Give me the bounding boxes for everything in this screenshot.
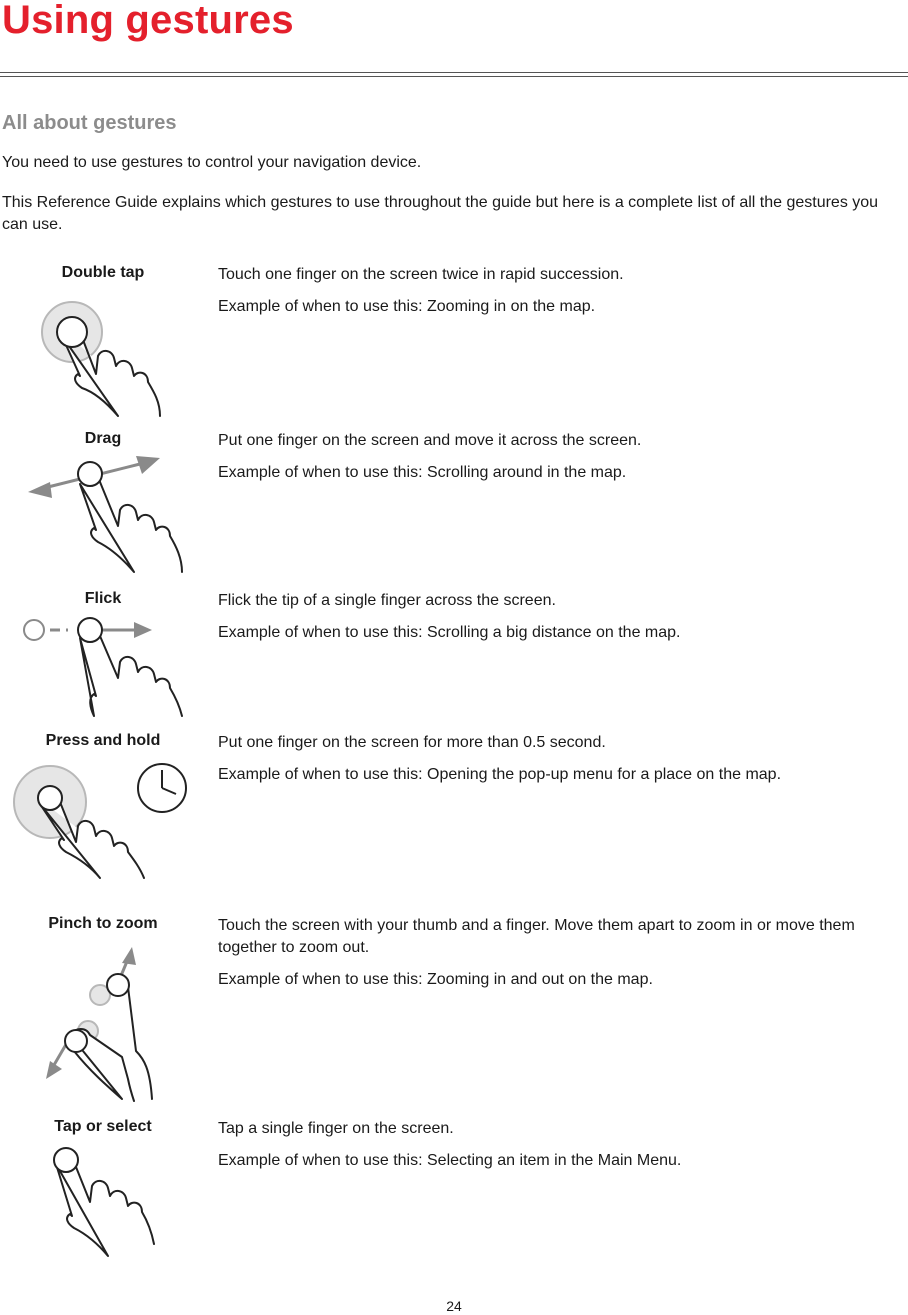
gesture-description	[218, 1118, 878, 1182]
double-tap-icon	[10, 292, 190, 417]
gesture-example-text: Example of when to use this: Scrolling around in the map.	[218, 464, 627, 481]
gesture-name: Flick	[84, 590, 122, 607]
gesture-description	[218, 915, 878, 1001]
gesture-name: Pinch to zoom	[48, 915, 158, 932]
gesture-example-text: Example of when to use this: Zooming in on the map.	[218, 298, 596, 315]
gesture-action-text: Touch the screen with your thumb and a finger. Move them apart to zoom in or move them together to zoom out.	[218, 917, 855, 956]
gesture-name: Double tap	[61, 264, 145, 281]
page-title: Using gestures	[2, 0, 294, 42]
title-divider-secondary	[0, 76, 908, 77]
pinch-to-zoom-icon	[10, 939, 200, 1104]
gesture-action-text: Tap a single finger on the screen.	[218, 1120, 454, 1137]
gesture-name: Tap or select	[54, 1118, 152, 1135]
tap-icon	[10, 1140, 190, 1260]
gesture-description	[218, 590, 878, 654]
gesture-description	[218, 732, 878, 796]
intro-paragraph: You need to use gestures to control your navigation device.	[2, 154, 422, 171]
gesture-action-text: Touch one finger on the screen twice in rapid succession.	[218, 266, 624, 283]
gesture-description	[218, 264, 878, 328]
section-title: All about gestures	[2, 112, 177, 134]
gesture-action-text: Put one finger on the screen for more than 0.5 second.	[218, 734, 606, 751]
gesture-example-text: Example of when to use this: Selecting an item in the Main Menu.	[218, 1152, 682, 1169]
flick-icon	[10, 612, 200, 717]
title-divider	[0, 72, 908, 73]
gesture-name: Drag	[84, 430, 122, 447]
page-number: 24	[446, 1298, 462, 1314]
gesture-name: Press and hold	[45, 732, 161, 749]
gesture-action-text: Put one finger on the screen and move it across the screen.	[218, 432, 642, 449]
drag-icon	[10, 454, 200, 574]
press-and-hold-icon	[10, 754, 200, 879]
gesture-example-text: Example of when to use this: Scrolling a big distance on the map.	[218, 624, 681, 641]
gesture-description	[218, 430, 878, 494]
intro-paragraph: This Reference Guide explains which gestures to use throughout the guide but here is a complete list of all the gestures you can use.	[2, 194, 879, 233]
gesture-example-text: Example of when to use this: Zooming in and out on the map.	[218, 971, 653, 988]
gesture-action-text: Flick the tip of a single finger across the screen.	[218, 592, 556, 609]
gesture-example-text: Example of when to use this: Opening the pop-up menu for a place on the map.	[218, 766, 782, 783]
